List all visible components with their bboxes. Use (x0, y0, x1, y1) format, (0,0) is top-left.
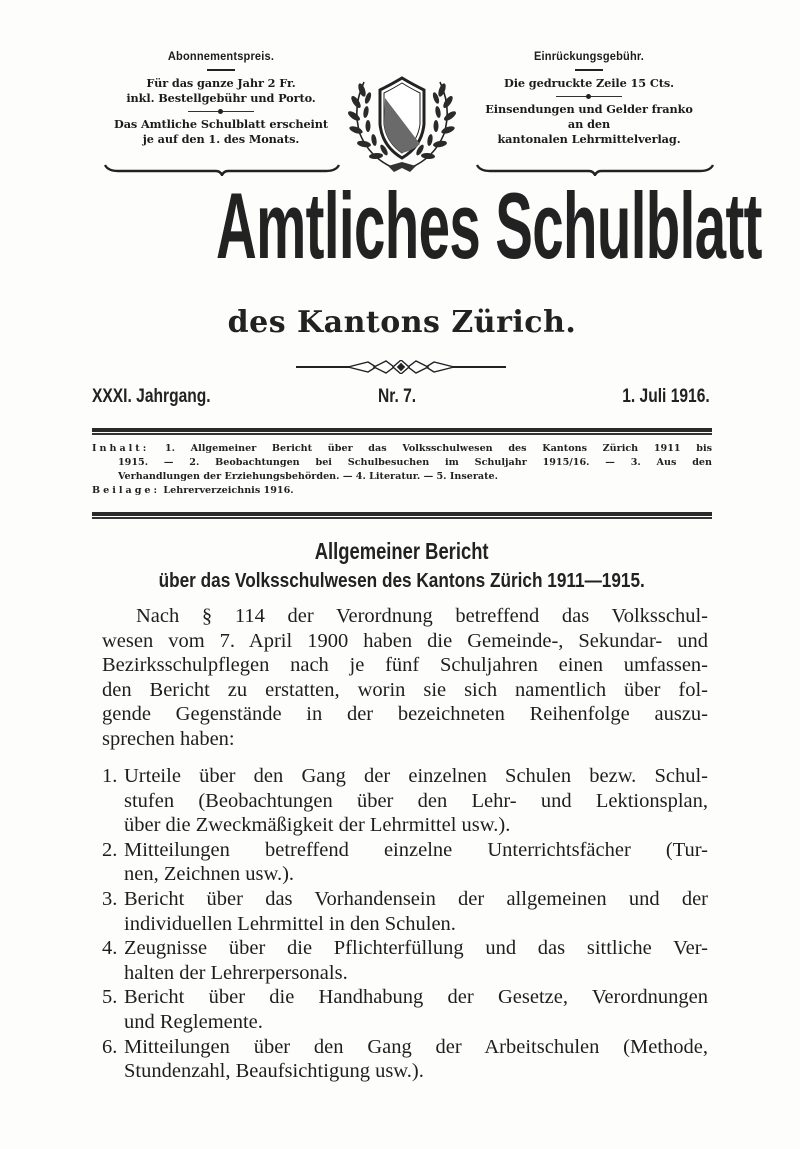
double-rule-divider (92, 512, 712, 519)
publication-line: Das Amtliche Schulblatt erscheint (114, 117, 328, 131)
subscription-price-box (106, 48, 336, 147)
list-item: 4. Zeugnisse über die Pflichterfüllung und das sittliche Ver- halten der Lehrerpersonals. (102, 937, 708, 984)
list-item-number: 6. (102, 1035, 118, 1058)
coat-of-arms-icon (342, 68, 462, 176)
list-item-number: 3. (102, 887, 118, 910)
contents-line: 1915. — 2. Beobachtungen bei Schulbesuchen im Schuljahr 1915/16. — 3. Aus den (118, 457, 712, 468)
publication-line: je auf den 1. des Monats. (142, 132, 300, 146)
dot-divider-icon (188, 107, 254, 116)
subscription-line: Für das ganze Jahr 2 Fr. (146, 76, 296, 90)
list-item-number: 1. (102, 765, 118, 787)
list-item: 2. Mitteilungen betreffend einzelne Unterrichtsfächer (Tur- nen, Zeichnen usw.). (102, 838, 708, 886)
list-item: 5. Bericht über die Handhabung der Gesetze, Verordnungen und Reglemente. (102, 986, 708, 1033)
insertion-fee-title: Einrückungsgebühr. (533, 49, 645, 63)
contents-label: Inhalt: (92, 443, 150, 454)
subscription-title: Abonnementspreis. (167, 49, 275, 63)
paragraph-line: Bezirksschulpflegen nach je fünf Schuljahren einen umfassen- (102, 654, 708, 677)
double-rule-divider (92, 428, 712, 435)
insertion-fee-box (466, 48, 712, 147)
issue-date: 1. Juli 1916. (622, 386, 710, 407)
paragraph-line: Nach § 114 der Verordnung betreffend das Volksschul- (136, 605, 708, 627)
submission-line: kantonalen Lehrmittelverlag. (497, 132, 681, 146)
list-item: 3. Bericht über das Vorhandensein der allgemeinen und der individuellen Lehrmittel in den Schulen. (102, 887, 708, 935)
newspaper-title: Amtliches Schulblatt (216, 173, 762, 278)
supplement-line: Beilage: Lehrerverzeichnis 1916. (92, 485, 294, 496)
article-heading: Allgemeiner Bericht (315, 538, 489, 564)
table-of-contents (92, 442, 712, 498)
paragraph-line: sprechen haben: (102, 727, 235, 750)
subscription-line: inkl. Bestellgebühr und Porto. (126, 91, 316, 105)
list-item: 1. Urteile über den Gang der einzelnen Schulen bezw. Schul- stufen (Beobachtungen über den Lehr- und Lektionsplan, über die Zweckmäßigkeit der Lehrmittel usw.). (102, 765, 708, 837)
newspaper-subtitle: des Kantons Zürich. (227, 305, 577, 340)
dot-divider-icon (556, 92, 622, 101)
contents-line: Verhandlungen der Erziehungsbehörden. — 4. Literatur. — 5. Inserate. (118, 471, 498, 482)
list-item-number: 5. (102, 986, 118, 1009)
contents-line: Inhalt: 1. Allgemeiner Bericht über das Volksschulwesen des Kantons Zürich 1911 bis (92, 443, 712, 454)
paragraph-line: den Bericht zu erstatten, worin sie sich namentlich über fol- (102, 678, 708, 701)
short-rule (575, 69, 603, 71)
short-rule (207, 69, 235, 71)
list-item-number: 2. (102, 838, 118, 861)
issue-number: Nr. 7. (378, 386, 417, 407)
article-subheading: über das Volksschulwesen des Kantons Zürich 1911—1915. (158, 570, 646, 592)
volume-label: XXXI. Jahrgang. (92, 386, 211, 407)
supplement-label: Beilage: (92, 485, 161, 496)
paragraph-line: gende Gegenstände in der bezeichneten Reihenfolge auszu- (102, 703, 708, 726)
submission-line: Einsendungen und Gelder franko (485, 102, 693, 116)
ornament-rule-icon (296, 360, 506, 374)
insertion-fee-line: Die gedruckte Zeile 15 Cts. (504, 76, 674, 90)
article-intro-paragraph (102, 604, 708, 752)
numbered-list (102, 764, 708, 1084)
issue-info (92, 384, 710, 410)
submission-line: an den (567, 117, 611, 131)
list-item: 6. Mitteilungen über den Gang der Arbeitschulen (Methode, Stundenzahl, Beaufsichtigung usw.). (102, 1035, 708, 1083)
list-item-number: 4. (102, 937, 118, 960)
paragraph-line: wesen vom 7. April 1900 haben die Gemeinde-, Sekundar- und (102, 629, 708, 652)
